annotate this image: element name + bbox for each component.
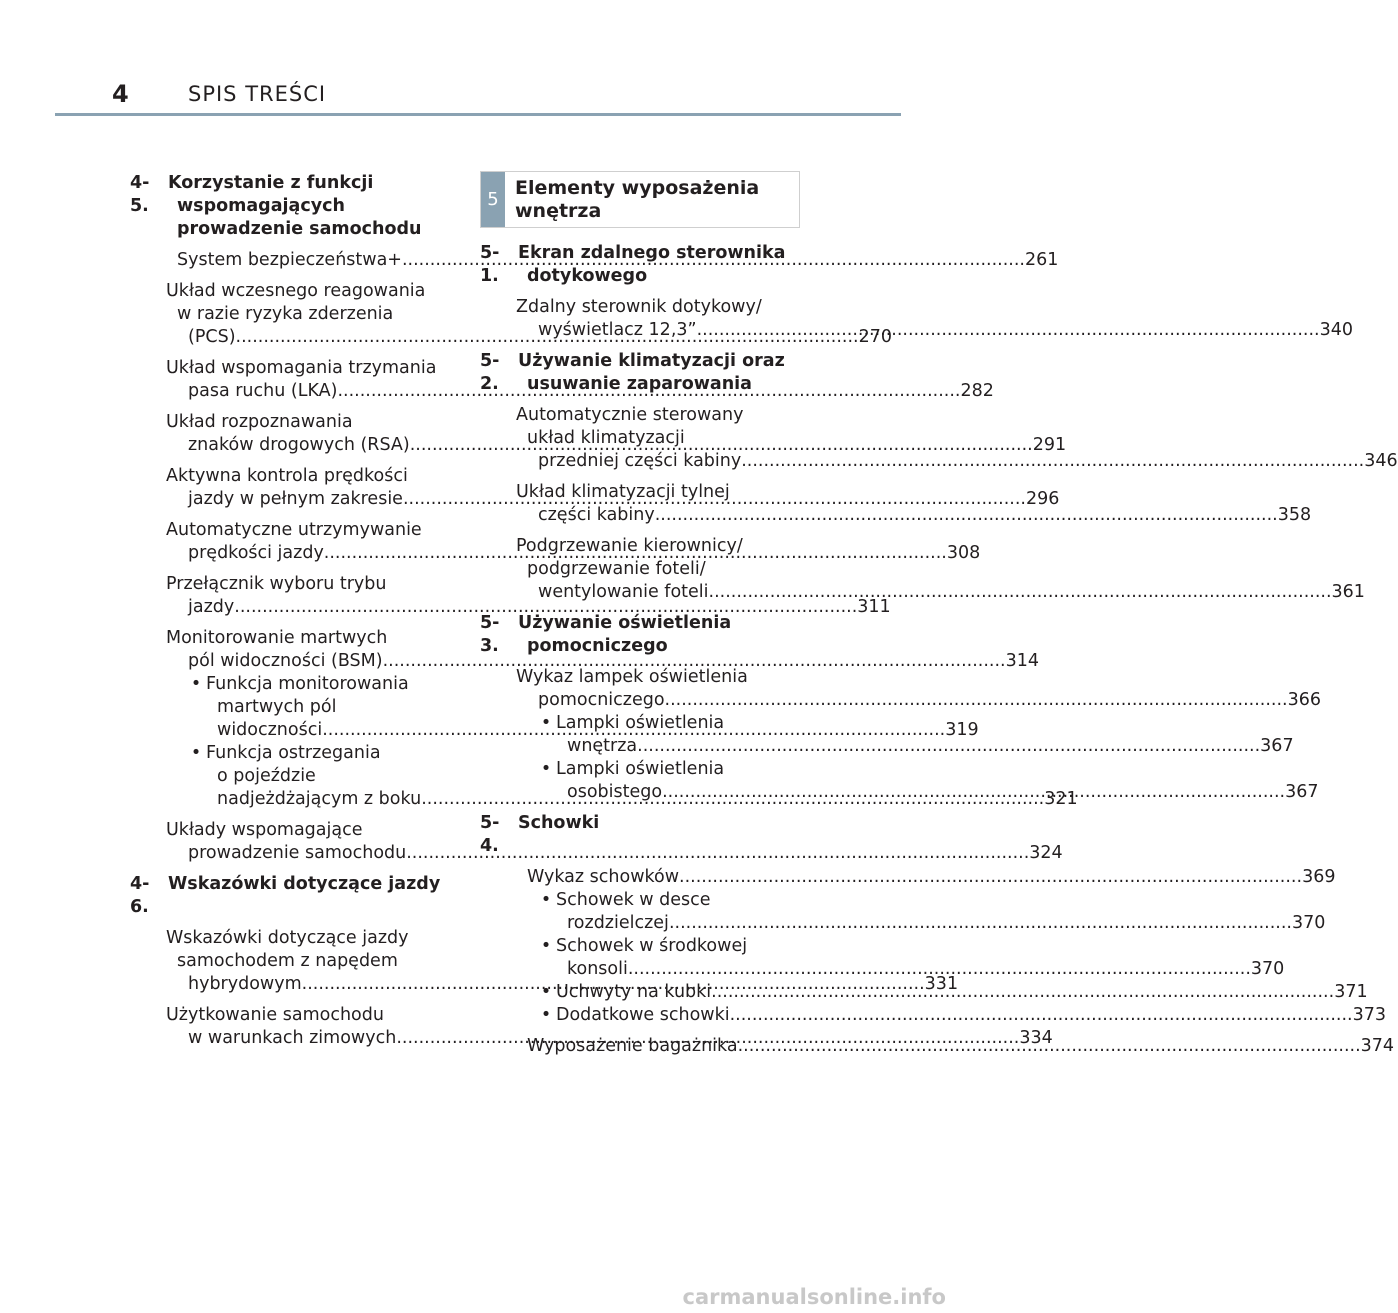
entry-label: prędkości jazdy (188, 543, 324, 563)
entry-page: 261 (1025, 250, 1059, 270)
entry-label: Uchwyty na kubki (556, 982, 712, 1002)
entry-label: Dodatkowe schowki (556, 1005, 730, 1025)
entry-page: 369 (1302, 867, 1336, 887)
entry-line: Automatyczne utrzymywanie (166, 520, 422, 540)
toc-section-5-4[interactable] (480, 812, 800, 858)
entry-line: Przełącznik wyboru trybu (166, 574, 387, 594)
entry-page: 314 (1005, 651, 1039, 671)
dot-leader (655, 504, 1278, 527)
entry-label: wentylowanie foteli (538, 582, 709, 602)
section-number: 5-2. (480, 351, 500, 394)
entry-label: Wykaz schowków (527, 867, 680, 887)
entry-line: w razie ryzyka zderzenia (177, 304, 394, 324)
entry-line: Układy wspomagające (166, 820, 363, 840)
entry-line: Monitorowanie martwych (166, 628, 388, 648)
dot-leader (628, 958, 1251, 981)
section-title: Ekran zdalnego sterownika dotykowego (518, 243, 786, 286)
entry-line: Układ wspomagania trzymania (166, 358, 437, 378)
chapter-title-line: wnętrza (515, 200, 602, 222)
toc-subentry[interactable] (527, 935, 1285, 981)
page-number: 4 (112, 80, 129, 108)
dot-leader (741, 450, 1364, 473)
watermark: carmanualsonline.info (682, 1285, 946, 1309)
entry-label: jazdy (188, 597, 235, 617)
entry-page: 291 (1032, 435, 1067, 455)
entry-label: (PCS) (188, 327, 236, 347)
entry-line: podgrzewanie foteli/ (527, 559, 706, 579)
dot-leader (730, 1004, 1353, 1027)
toc-section-5-1[interactable] (480, 242, 800, 288)
entry-page: 311 (857, 597, 891, 617)
entry-line: Funkcja monitorowania (206, 674, 409, 694)
entry-label: rozdzielczej (567, 913, 669, 933)
section-number: 5-3. (480, 613, 500, 656)
entry-label: przedniej części kabiny (538, 451, 742, 471)
header-rule (55, 113, 901, 116)
entry-label: znaków drogowych (RSA) (188, 435, 410, 455)
dot-leader (709, 581, 1332, 604)
entry-label: System bezpieczeństwa+ (177, 250, 402, 270)
dot-leader (711, 981, 1334, 1004)
entry-line: Wskazówki dotyczące jazdy (166, 928, 409, 948)
section-number: 5-1. (480, 243, 500, 286)
entry-line: Automatycznie sterowany (516, 405, 744, 425)
entry-label: osobistego (567, 782, 663, 802)
entry-page: 370 (1250, 959, 1285, 979)
toc-section-5-3[interactable] (480, 612, 800, 658)
dot-leader (679, 866, 1302, 889)
entry-line: Wykaz lampek oświetlenia (516, 667, 748, 687)
entry-line: Podgrzewanie kierownicy/ (516, 536, 743, 556)
bullet-icon: • (540, 1005, 552, 1025)
entry-page: 340 (1319, 320, 1354, 340)
entry-page: 282 (960, 381, 994, 401)
entry-label: hybrydowym (188, 974, 302, 994)
toc-section-5-2[interactable] (480, 350, 800, 396)
entry-page: 334 (1019, 1028, 1053, 1048)
bullet-icon: • (540, 982, 552, 1002)
entry-page: 366 (1287, 690, 1321, 710)
entry-label: widoczności (217, 720, 323, 740)
section-title: Używanie oświetlenia pomocniczego (518, 613, 732, 656)
entry-label: konsoli (567, 959, 628, 979)
dot-leader (665, 689, 1288, 712)
entry-page: 374 (1360, 1036, 1395, 1056)
entry-line: samochodem z napędem (177, 951, 398, 971)
entry-page: 373 (1352, 1005, 1387, 1025)
entry-page: 321 (1044, 789, 1078, 809)
entry-page: 370 (1291, 913, 1326, 933)
section-title: Używanie klimatyzacji oraz usuwanie zaparowania (518, 351, 785, 394)
section-title: Korzystanie z funkcji wspomagających prowadzenie samochodu (168, 173, 422, 239)
entry-label: Wyposażenie bagażnika (527, 1036, 738, 1056)
entry-label: części kabiny (538, 505, 655, 525)
section-number: 4-6. (130, 874, 150, 917)
entry-line: Aktywna kontrola prędkości (166, 466, 408, 486)
toc-section-4-6[interactable] (130, 873, 448, 919)
entry-line: Lampki oświetlenia (556, 713, 725, 733)
toc-section-4-5[interactable] (130, 172, 448, 241)
bullet-icon: • (540, 890, 552, 910)
entry-line: Lampki oświetlenia (556, 759, 725, 779)
page-title: SPIS TREŚCI (188, 82, 327, 106)
dot-leader (669, 912, 1292, 935)
entry-page: 367 (1260, 736, 1294, 756)
dot-leader (637, 735, 1260, 758)
entry-line: Funkcja ostrzegania (206, 743, 381, 763)
entry-label: pól widoczności (BSM) (188, 651, 383, 671)
bullet-icon: • (540, 936, 552, 956)
entry-line: Schowek w desce (556, 890, 711, 910)
entry-line: Układ rozpoznawania (166, 412, 353, 432)
entry-page: 308 (946, 543, 981, 563)
entry-line: układ klimatyzacji (527, 428, 685, 448)
section-title: Wskazówki dotyczące jazdy (168, 874, 441, 894)
entry-line: o pojeździe (217, 766, 316, 786)
entry-line: Użytkowanie samochodu (166, 1005, 384, 1025)
dot-leader (662, 781, 1285, 804)
entry-page: 319 (945, 720, 979, 740)
entry-line: Układ wczesnego reagowania (166, 281, 426, 301)
entry-label: prowadzenie samochodu (188, 843, 407, 863)
entry-line: martwych pól (217, 697, 337, 717)
entry-line: Schowek w środkowej (556, 936, 748, 956)
entry-line: Układ klimatyzacji tylnej (516, 482, 730, 502)
dot-leader (738, 1035, 1361, 1058)
entry-page: 296 (1025, 489, 1060, 509)
bullet-icon: • (190, 743, 202, 763)
chapter-header-box[interactable] (480, 171, 800, 228)
entry-label: nadjeżdżającym z boku (217, 789, 422, 809)
entry-page: 270 (858, 327, 892, 347)
toc-subentry[interactable] (527, 889, 1326, 935)
entry-page: 346 (1364, 451, 1398, 471)
entry-label: jazdy w pełnym zakresie (188, 489, 403, 509)
entry-page: 361 (1331, 582, 1365, 602)
chapter-number-tab: 5 (481, 172, 505, 227)
entry-line: Zdalny sterownik dotykowy/ (516, 297, 762, 317)
page-header (0, 0, 960, 118)
entry-page: 371 (1334, 982, 1368, 1002)
bullet-icon: • (190, 674, 202, 694)
entry-page: 367 (1285, 782, 1319, 802)
bullet-icon: • (540, 759, 552, 779)
entry-page: 331 (924, 974, 959, 994)
section-number: 5-4. (480, 813, 500, 856)
entry-label: w warunkach zimowych (188, 1028, 397, 1048)
dot-leader (697, 319, 1320, 342)
entry-label: pasa ruchu (LKA) (188, 381, 338, 401)
bullet-icon: • (540, 713, 552, 733)
entry-label: wyświetlacz 12,3” (538, 320, 697, 340)
entry-label: wnętrza (567, 736, 638, 756)
section-number: 4-5. (130, 173, 150, 216)
entry-page: 358 (1277, 505, 1312, 525)
toc-subentry[interactable] (527, 1004, 1387, 1027)
chapter-title (515, 177, 759, 223)
chapter-title-line: Elementy wyposażenia (515, 177, 760, 199)
section-title: Schowki (518, 813, 600, 833)
entry-page: 324 (1029, 843, 1063, 863)
entry-label: pomocniczego (538, 690, 665, 710)
